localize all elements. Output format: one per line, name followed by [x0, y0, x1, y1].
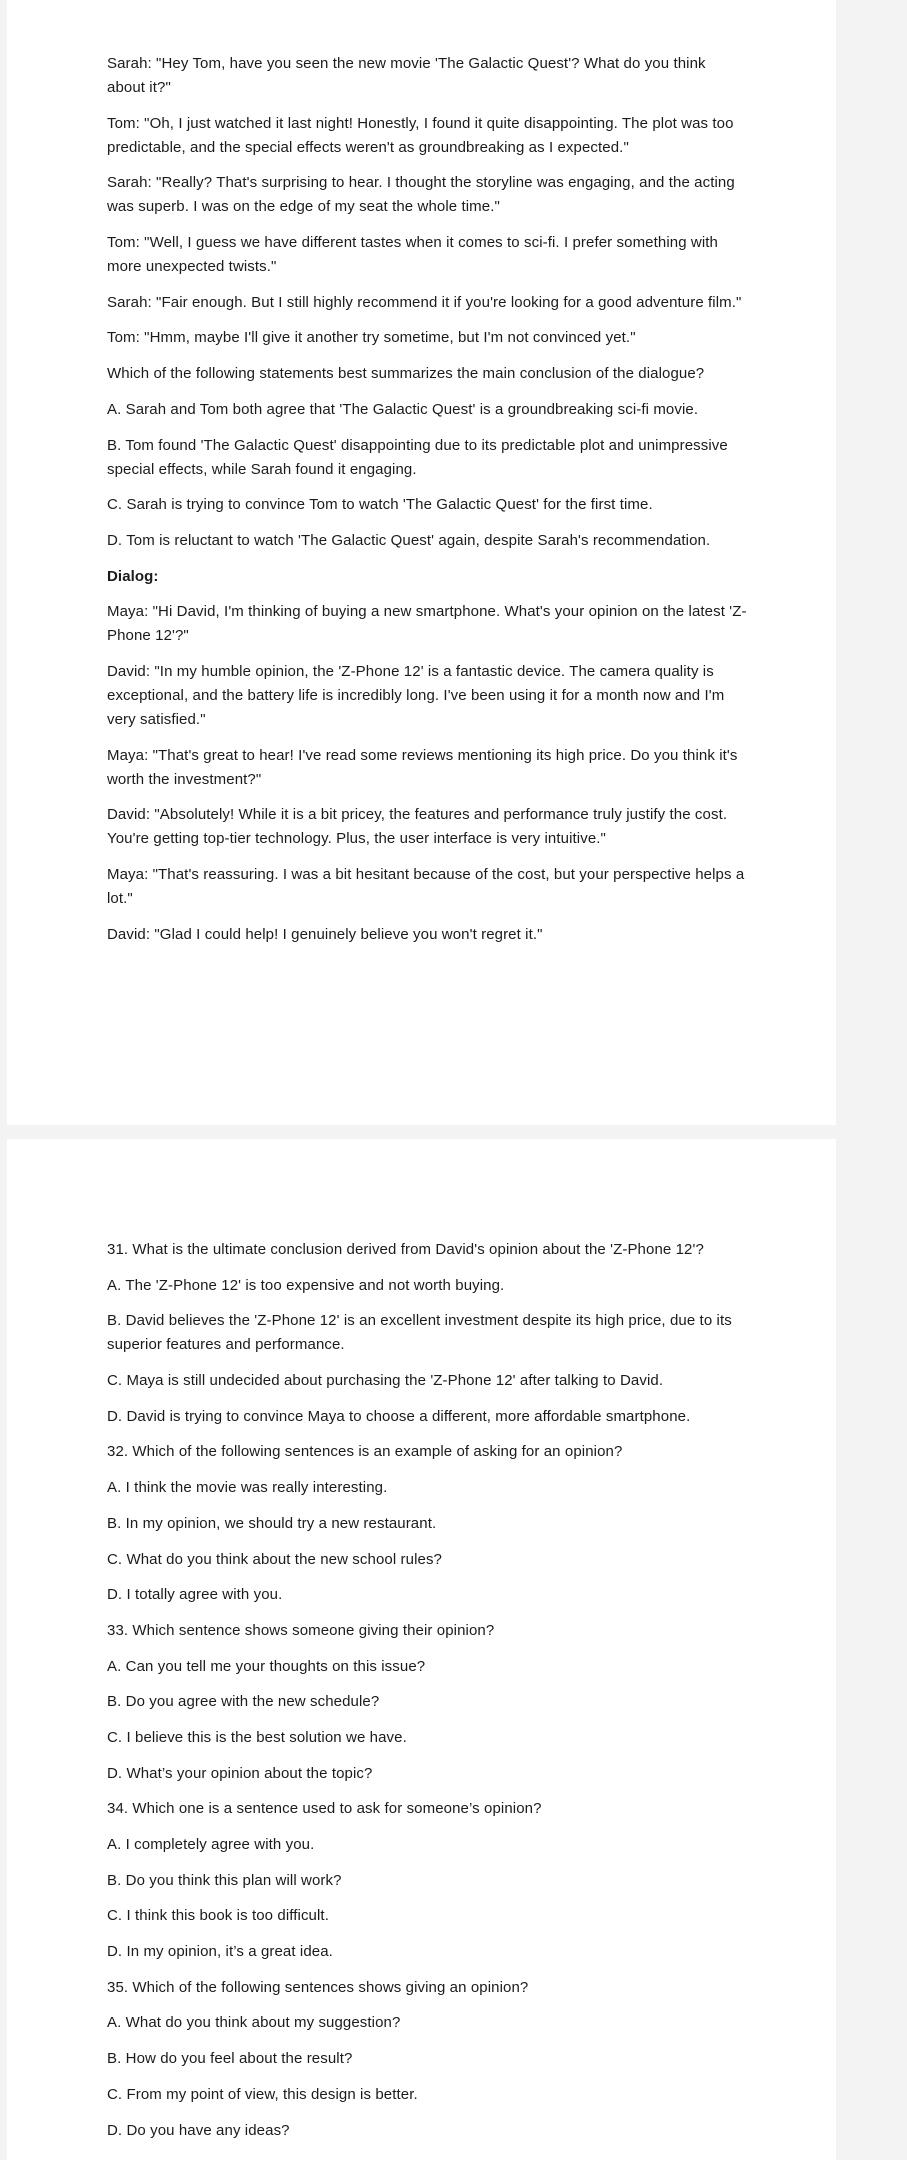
question-32: 32. Which of the following sentences is an example of asking for an opinion?: [107, 1443, 623, 1461]
answer-option: D. Tom is reluctant to watch 'The Galactic Quest' again, despite Sarah's recommendation.: [107, 531, 711, 549]
answer-option: A. I completely agree with you.: [107, 1836, 315, 1853]
dialogue-line-sarah: Sarah: "Fair enough. But I still highly recommend it if you're looking for a good adventure film.": [107, 293, 742, 311]
answer-option: C. I believe this is the best solution we have.: [107, 1728, 407, 1746]
dialogue-line-maya: Maya: "That's great to hear! I've read some reviews mentioning its high price. Do you think it's worth the investment?": [107, 746, 738, 788]
question-33: 33. Which sentence shows someone giving their opinion?: [107, 1621, 495, 1639]
dialogue-line-david: David: "Glad I could help! I genuinely believe you won't regret it.": [107, 925, 543, 943]
dialogue-line-maya: Maya: "That's reassuring. I was a bit hesitant because of the cost, but your perspective helps a lot.": [107, 866, 745, 907]
answer-option: A. What do you think about my suggestion?: [107, 2014, 401, 2032]
answer-option: A. Can you tell me your thoughts on this issue?: [107, 1657, 426, 1675]
dialogue-line-maya: Maya: "Hi David, I'm thinking of buying a new smartphone. What's your opinion on the latest 'Z-Phone 12'?": [107, 603, 747, 645]
answer-option: B. In my opinion, we should try a new restaurant.: [107, 1514, 437, 1532]
question-31: 31. What is the ultimate conclusion derived from David's opinion about the 'Z-Phone 12'?: [107, 1241, 704, 1258]
dialogue-line-tom: Tom: "Oh, I just watched it last night! Honestly, I found it quite disappointing. The plot was too predictable, and the special effects weren't as groundbreaking as I expected.": [107, 114, 734, 156]
answer-option: C. Sarah is trying to convince Tom to watch 'The Galactic Quest' for the first time.: [107, 496, 653, 514]
answer-option: D. I totally agree with you.: [107, 1586, 283, 1604]
document-page-2: [7, 1139, 836, 2160]
answer-option: A. The 'Z-Phone 12' is too expensive and not worth buying.: [107, 1276, 505, 1294]
answer-option: C. I think this book is too difficult.: [107, 1907, 329, 1925]
answer-option: B. Tom found 'The Galactic Quest' disappointing due to its predictable plot and unimpressive special effects, while Sarah found it engaging.: [107, 436, 728, 478]
dialogue-line-david: David: "In my humble opinion, the 'Z-Phone 12' is a fantastic device. The camera quality is exceptional, and the battery life is incredibly long. I've been using it for a month now and I'm very satisfied.": [107, 662, 725, 728]
document-page-1: [7, 0, 836, 1125]
answer-option: B. How do you feel about the result?: [107, 2050, 353, 2068]
answer-option: B. Do you agree with the new schedule?: [107, 1693, 380, 1711]
answer-option: D. What’s your opinion about the topic?: [107, 1764, 373, 1782]
dialogue-line-david: David: "Absolutely! While it is a bit pricey, the features and performance truly justify the cost. You're getting top-tier technology. Plus, the user interface is very intuitive.": [107, 806, 728, 848]
dialogue-line-tom: Tom: "Well, I guess we have different tastes when it comes to sci-fi. I prefer something with more unexpected twists.": [107, 234, 718, 276]
page-2-content: [107, 1238, 747, 2154]
answer-option: D. In my opinion, it’s a great idea.: [107, 1943, 333, 1961]
question-text: Which of the following statements best summarizes the main conclusion of the dialogue?: [107, 365, 705, 383]
dialog-heading: Dialog:: [107, 567, 159, 585]
question-34: 34. Which one is a sentence used to ask for someone’s opinion?: [107, 1800, 542, 1818]
dialogue-line-sarah: Sarah: "Really? That's surprising to hear. I thought the storyline was engaging, and the acting was superb. I was on the edge of my seat the whole time.": [107, 174, 735, 216]
answer-option: D. David is trying to convince Maya to choose a different, more affordable smartphone.: [107, 1407, 691, 1425]
answer-option: C. From my point of view, this design is better.: [107, 2085, 418, 2103]
answer-option: A. I think the movie was really interesting.: [107, 1479, 388, 1497]
answer-option: C. What do you think about the new school rules?: [107, 1550, 442, 1568]
page-1-content: [107, 52, 747, 958]
answer-option: A. Sarah and Tom both agree that 'The Galactic Quest' is a groundbreaking sci-fi movie.: [107, 400, 699, 418]
answer-option: C. Maya is still undecided about purchasing the 'Z-Phone 12' after talking to David.: [107, 1372, 664, 1390]
answer-option: D. Do you have any ideas?: [107, 2121, 290, 2139]
question-35: 35. Which of the following sentences shows giving an opinion?: [107, 1978, 529, 1996]
dialogue-line-sarah: Sarah: "Hey Tom, have you seen the new movie 'The Galactic Quest'? What do you think about it?": [107, 55, 706, 96]
answer-option: B. Do you think this plan will work?: [107, 1871, 342, 1889]
answer-option: B. David believes the 'Z-Phone 12' is an excellent investment despite its high price, due to its superior features and performance.: [107, 1312, 732, 1354]
dialogue-line-tom: Tom: "Hmm, maybe I'll give it another try sometime, but I'm not convinced yet.": [107, 329, 636, 347]
